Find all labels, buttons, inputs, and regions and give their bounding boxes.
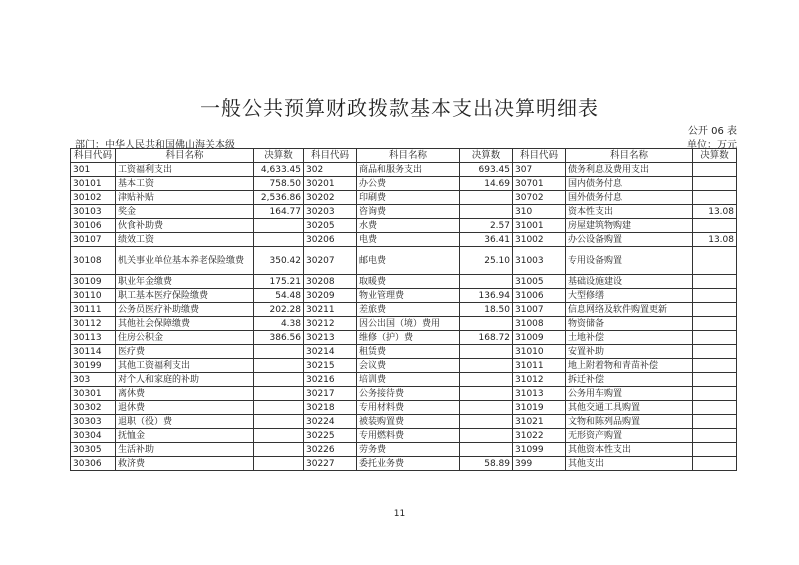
name-cell: 住房公积金 xyxy=(116,331,254,345)
amount-cell: 58.89 xyxy=(460,457,513,471)
code-cell: 399 xyxy=(513,457,566,471)
name-cell: 取暖费 xyxy=(357,275,460,289)
name-cell: 基础设施建设 xyxy=(566,275,693,289)
amount-cell: 13.08 xyxy=(693,205,737,219)
table-row xyxy=(71,429,737,443)
code-cell: 31099 xyxy=(513,443,566,457)
amount-cell: 4,633.45 xyxy=(254,163,304,177)
header-name: 科目名称 xyxy=(116,149,254,163)
code-cell: 30203 xyxy=(304,205,357,219)
code-cell: 30110 xyxy=(71,289,116,303)
name-cell: 救济费 xyxy=(116,457,254,471)
amount-cell xyxy=(693,415,737,429)
name-cell: 会议费 xyxy=(357,359,460,373)
name-cell: 办公设备购置 xyxy=(566,233,693,247)
code-cell: 30109 xyxy=(71,275,116,289)
table-row xyxy=(71,359,737,373)
code-cell: 31013 xyxy=(513,387,566,401)
code-cell: 30209 xyxy=(304,289,357,303)
code-cell: 30208 xyxy=(304,275,357,289)
name-cell: 培训费 xyxy=(357,373,460,387)
unit-label: 单位：万元 xyxy=(687,140,737,151)
amount-cell xyxy=(693,443,737,457)
code-cell: 31021 xyxy=(513,415,566,429)
code-cell: 31005 xyxy=(513,275,566,289)
amount-cell xyxy=(254,233,304,247)
amount-cell xyxy=(693,317,737,331)
code-cell: 30216 xyxy=(304,373,357,387)
name-cell: 维修（护）费 xyxy=(357,331,460,345)
amount-cell: 25.10 xyxy=(460,247,513,275)
name-cell: 专用燃料费 xyxy=(357,429,460,443)
code-cell: 30215 xyxy=(304,359,357,373)
table-row xyxy=(71,233,737,247)
code-cell: 30701 xyxy=(513,177,566,191)
code-cell: 30218 xyxy=(304,401,357,415)
code-cell: 30213 xyxy=(304,331,357,345)
amount-cell: 386.56 xyxy=(254,331,304,345)
name-cell: 奖金 xyxy=(116,205,254,219)
name-cell: 办公费 xyxy=(357,177,460,191)
table-row xyxy=(71,331,737,345)
table-row xyxy=(71,247,737,275)
amount-cell xyxy=(460,429,513,443)
name-cell: 劳务费 xyxy=(357,443,460,457)
name-cell: 津贴补贴 xyxy=(116,191,254,205)
code-cell: 31022 xyxy=(513,429,566,443)
name-cell: 物业管理费 xyxy=(357,289,460,303)
name-cell: 差旅费 xyxy=(357,303,460,317)
name-cell: 文物和陈列品购置 xyxy=(566,415,693,429)
code-cell: 30702 xyxy=(513,191,566,205)
header-amount: 决算数 xyxy=(460,149,513,163)
code-cell: 30108 xyxy=(71,247,116,275)
amount-cell: 164.77 xyxy=(254,205,304,219)
code-cell: 30303 xyxy=(71,415,116,429)
code-cell: 307 xyxy=(513,163,566,177)
amount-cell xyxy=(460,401,513,415)
code-cell: 30111 xyxy=(71,303,116,317)
amount-cell xyxy=(460,345,513,359)
code-cell: 30207 xyxy=(304,247,357,275)
amount-cell: 36.41 xyxy=(460,233,513,247)
amount-cell xyxy=(693,219,737,233)
code-cell: 30304 xyxy=(71,429,116,443)
name-cell: 物资储备 xyxy=(566,317,693,331)
code-cell: 303 xyxy=(71,373,116,387)
name-cell: 其他支出 xyxy=(566,457,693,471)
name-cell: 专用材料费 xyxy=(357,401,460,415)
code-cell: 302 xyxy=(304,163,357,177)
amount-cell xyxy=(460,387,513,401)
header-code: 科目代码 xyxy=(71,149,116,163)
header-amount: 决算数 xyxy=(254,149,304,163)
name-cell: 咨询费 xyxy=(357,205,460,219)
code-cell: 30306 xyxy=(71,457,116,471)
page-number: 11 xyxy=(393,509,406,519)
name-cell: 公务员医疗补助缴费 xyxy=(116,303,254,317)
table-row xyxy=(71,387,737,401)
table-row xyxy=(71,443,737,457)
name-cell: 印刷费 xyxy=(357,191,460,205)
code-cell: 31002 xyxy=(513,233,566,247)
amount-cell: 2.57 xyxy=(460,219,513,233)
amount-cell xyxy=(693,163,737,177)
name-cell: 电费 xyxy=(357,233,460,247)
code-cell: 30217 xyxy=(304,387,357,401)
name-cell: 土地补偿 xyxy=(566,331,693,345)
amount-cell xyxy=(693,429,737,443)
amount-cell xyxy=(693,401,737,415)
code-cell: 30199 xyxy=(71,359,116,373)
amount-cell xyxy=(693,177,737,191)
name-cell: 国外债务付息 xyxy=(566,191,693,205)
code-cell: 30206 xyxy=(304,233,357,247)
code-cell: 31008 xyxy=(513,317,566,331)
code-cell: 31012 xyxy=(513,373,566,387)
code-cell: 31006 xyxy=(513,289,566,303)
amount-cell: 202.28 xyxy=(254,303,304,317)
code-cell: 30224 xyxy=(304,415,357,429)
name-cell: 公务用车购置 xyxy=(566,387,693,401)
amount-cell xyxy=(254,219,304,233)
code-cell: 30227 xyxy=(304,457,357,471)
name-cell: 租赁费 xyxy=(357,345,460,359)
name-cell: 邮电费 xyxy=(357,247,460,275)
table-row xyxy=(71,289,737,303)
name-cell: 委托业务费 xyxy=(357,457,460,471)
amount-cell xyxy=(460,317,513,331)
name-cell: 职业年金缴费 xyxy=(116,275,254,289)
amount-cell xyxy=(693,289,737,303)
amount-cell xyxy=(460,415,513,429)
name-cell: 被装购置费 xyxy=(357,415,460,429)
table-row xyxy=(71,275,737,289)
code-cell: 310 xyxy=(513,205,566,219)
code-cell: 30301 xyxy=(71,387,116,401)
table-row xyxy=(71,303,737,317)
code-cell: 30103 xyxy=(71,205,116,219)
amount-cell xyxy=(460,275,513,289)
department-label: 部门：中华人民共和国佛山海关本级 xyxy=(75,140,235,151)
name-cell: 工资福利支出 xyxy=(116,163,254,177)
code-cell: 30102 xyxy=(71,191,116,205)
amount-cell xyxy=(693,457,737,471)
code-cell: 301 xyxy=(71,163,116,177)
code-cell: 30114 xyxy=(71,345,116,359)
name-cell: 退休费 xyxy=(116,401,254,415)
amount-cell: 136.94 xyxy=(460,289,513,303)
code-cell: 31019 xyxy=(513,401,566,415)
amount-cell xyxy=(254,345,304,359)
amount-cell xyxy=(693,345,737,359)
amount-cell xyxy=(460,205,513,219)
name-cell: 资本性支出 xyxy=(566,205,693,219)
table-code: 公开 06 表 xyxy=(687,126,737,137)
amount-cell xyxy=(254,401,304,415)
amount-cell xyxy=(460,191,513,205)
code-cell: 31001 xyxy=(513,219,566,233)
amount-cell xyxy=(693,191,737,205)
code-cell: 30211 xyxy=(304,303,357,317)
name-cell: 债务利息及费用支出 xyxy=(566,163,693,177)
name-cell: 国内债务付息 xyxy=(566,177,693,191)
amount-cell: 175.21 xyxy=(254,275,304,289)
name-cell: 医疗费 xyxy=(116,345,254,359)
table-row xyxy=(71,191,737,205)
code-cell: 30201 xyxy=(304,177,357,191)
expenditure-table xyxy=(70,148,737,471)
header-name: 科目名称 xyxy=(357,149,460,163)
name-cell: 生活补助 xyxy=(116,443,254,457)
name-cell: 公务接待费 xyxy=(357,387,460,401)
table-row xyxy=(71,457,737,471)
name-cell: 房屋建筑物购建 xyxy=(566,219,693,233)
code-cell: 30107 xyxy=(71,233,116,247)
amount-cell xyxy=(460,359,513,373)
name-cell: 绩效工资 xyxy=(116,233,254,247)
report-title: 一般公共预算财政拨款基本支出决算明细表 xyxy=(200,96,599,120)
name-cell: 安置补助 xyxy=(566,345,693,359)
code-cell: 30212 xyxy=(304,317,357,331)
name-cell: 专用设备购置 xyxy=(566,247,693,275)
code-cell: 31007 xyxy=(513,303,566,317)
code-cell: 30101 xyxy=(71,177,116,191)
table-row xyxy=(71,177,737,191)
amount-cell: 693.45 xyxy=(460,163,513,177)
name-cell: 大型修缮 xyxy=(566,289,693,303)
amount-cell xyxy=(254,429,304,443)
amount-cell xyxy=(693,247,737,275)
name-cell: 地上附着物和青苗补偿 xyxy=(566,359,693,373)
name-cell: 伙食补助费 xyxy=(116,219,254,233)
amount-cell: 14.69 xyxy=(460,177,513,191)
amount-cell: 13.08 xyxy=(693,233,737,247)
name-cell: 其他交通工具购置 xyxy=(566,401,693,415)
amount-cell xyxy=(693,303,737,317)
name-cell: 机关事业单位基本养老保险缴费 xyxy=(116,247,254,275)
code-cell: 31010 xyxy=(513,345,566,359)
header-name: 科目名称 xyxy=(566,149,693,163)
name-cell: 抚恤金 xyxy=(116,429,254,443)
amount-cell: 168.72 xyxy=(460,331,513,345)
amount-cell xyxy=(693,387,737,401)
name-cell: 其他资本性支出 xyxy=(566,443,693,457)
name-cell: 基本工资 xyxy=(116,177,254,191)
table-row xyxy=(71,205,737,219)
code-cell: 30214 xyxy=(304,345,357,359)
amount-cell: 4.38 xyxy=(254,317,304,331)
amount-cell xyxy=(254,443,304,457)
header-amount: 决算数 xyxy=(693,149,737,163)
amount-cell: 18.50 xyxy=(460,303,513,317)
table-row xyxy=(71,345,737,359)
name-cell: 信息网络及软件购置更新 xyxy=(566,303,693,317)
header-row xyxy=(71,149,737,163)
code-cell: 31011 xyxy=(513,359,566,373)
name-cell: 因公出国（境）费用 xyxy=(357,317,460,331)
code-cell: 31003 xyxy=(513,247,566,275)
amount-cell xyxy=(254,457,304,471)
code-cell: 30106 xyxy=(71,219,116,233)
amount-cell: 350.42 xyxy=(254,247,304,275)
code-cell: 30113 xyxy=(71,331,116,345)
name-cell: 拆迁补偿 xyxy=(566,373,693,387)
amount-cell: 54.48 xyxy=(254,289,304,303)
name-cell: 退职（役）费 xyxy=(116,415,254,429)
code-cell: 30205 xyxy=(304,219,357,233)
name-cell: 离休费 xyxy=(116,387,254,401)
code-cell: 31009 xyxy=(513,331,566,345)
amount-cell xyxy=(254,373,304,387)
amount-cell xyxy=(693,359,737,373)
amount-cell xyxy=(460,443,513,457)
code-cell: 30226 xyxy=(304,443,357,457)
name-cell: 其他工资福利支出 xyxy=(116,359,254,373)
name-cell: 无形资产购置 xyxy=(566,429,693,443)
code-cell: 30202 xyxy=(304,191,357,205)
amount-cell: 758.50 xyxy=(254,177,304,191)
amount-cell: 2,536.86 xyxy=(254,191,304,205)
amount-cell xyxy=(254,415,304,429)
table-row xyxy=(71,317,737,331)
code-cell: 30225 xyxy=(304,429,357,443)
name-cell: 商品和服务支出 xyxy=(357,163,460,177)
header-code: 科目代码 xyxy=(304,149,357,163)
amount-cell xyxy=(460,373,513,387)
name-cell: 职工基本医疗保险缴费 xyxy=(116,289,254,303)
amount-cell xyxy=(693,275,737,289)
table-body xyxy=(71,163,737,471)
name-cell: 对个人和家庭的补助 xyxy=(116,373,254,387)
amount-cell xyxy=(254,359,304,373)
amount-cell xyxy=(693,373,737,387)
table-row xyxy=(71,415,737,429)
code-cell: 30305 xyxy=(71,443,116,457)
table-row xyxy=(71,219,737,233)
code-cell: 30302 xyxy=(71,401,116,415)
table-row xyxy=(71,163,737,177)
code-cell: 30112 xyxy=(71,317,116,331)
table-row xyxy=(71,373,737,387)
header-code: 科目代码 xyxy=(513,149,566,163)
name-cell: 水费 xyxy=(357,219,460,233)
amount-cell xyxy=(254,387,304,401)
name-cell: 其他社会保障缴费 xyxy=(116,317,254,331)
amount-cell xyxy=(693,331,737,345)
table-row xyxy=(71,401,737,415)
